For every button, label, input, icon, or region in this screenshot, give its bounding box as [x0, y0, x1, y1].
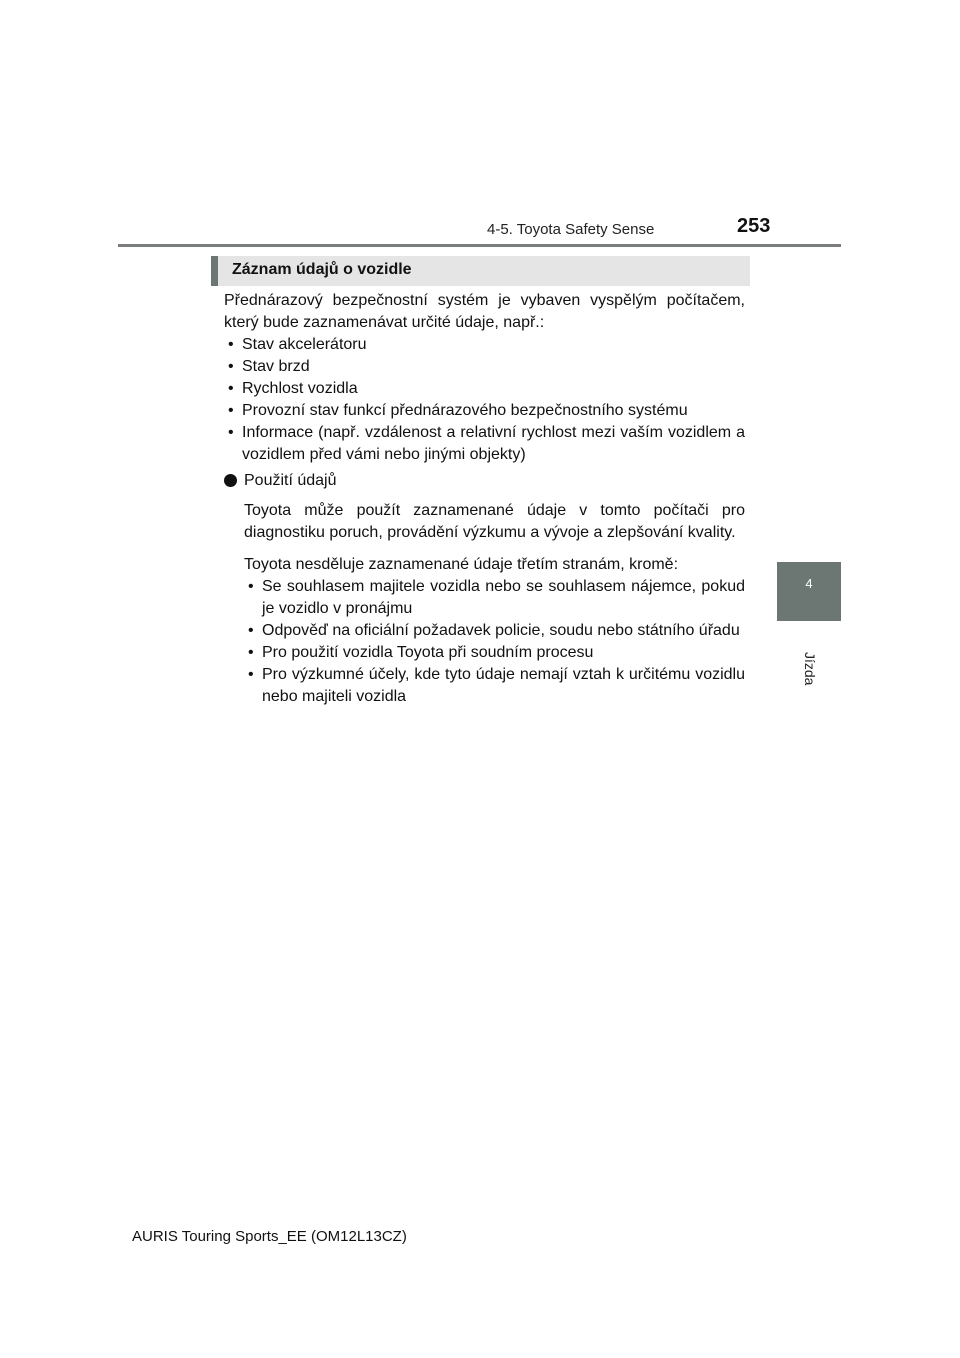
disclosure-items-list	[244, 576, 745, 708]
header-section-title: 4-5. Toyota Safety Sense	[487, 221, 655, 238]
intro-paragraph: Přednárazový bezpečnostní systém je vybaven vyspělým počítačem, který bude zaznamenávat určité údaje, např.:	[224, 292, 745, 331]
disclosure-paragraph: Toyota nesděluje zaznamenané údaje třetím stranám, kromě:	[244, 556, 679, 573]
list-item: • Stav akcelerátoru	[228, 336, 367, 353]
list-item: • Se souhlasem majitele vozidla nebo se souhlasem nájemce, pokud je vozidlo v pronájmu	[248, 578, 745, 617]
section-heading-bar	[211, 256, 750, 286]
usage-section	[244, 500, 745, 708]
list-item: • Provozní stav funkcí přednárazového bezpečnostního systému	[228, 402, 688, 419]
recorded-items-list	[224, 334, 745, 466]
chapter-tab[interactable]	[777, 562, 841, 621]
section-title: Záznam údajů o vozidle	[232, 261, 412, 278]
header-rule	[118, 244, 841, 247]
usage-paragraph: Toyota může použít zaznamenané údaje v tomto počítači pro diagnostiku poruch, provádění výzkumu a vývoje a zlepšování kvality.	[244, 502, 745, 541]
chapter-label: Jízda	[802, 652, 818, 686]
list-item: • Informace (např. vzdálenost a relativní rychlost mezi vaším vozidlem a vozidlem před vámi nebo jinými objekty)	[228, 424, 745, 463]
footer-model: AURIS Touring Sports_EE (OM12L13CZ)	[132, 1228, 407, 1245]
list-item: • Pro výzkumné účely, kde tyto údaje nemají vztah k určitému vozidlu nebo majiteli vozidla	[248, 666, 745, 705]
list-item: • Rychlost vozidla	[228, 380, 358, 397]
chapter-number: 4	[805, 576, 813, 591]
list-item: • Stav brzd	[228, 358, 310, 375]
list-item: • Odpověď na oficiální požadavek policie, soudu nebo státního úřadu	[248, 622, 740, 639]
content	[224, 290, 745, 708]
page-number: 253	[737, 215, 771, 237]
list-item: • Pro použití vozidla Toyota při soudním procesu	[248, 644, 594, 661]
bullet-circle-icon	[224, 474, 237, 487]
usage-heading: Použití údajů	[224, 470, 745, 492]
